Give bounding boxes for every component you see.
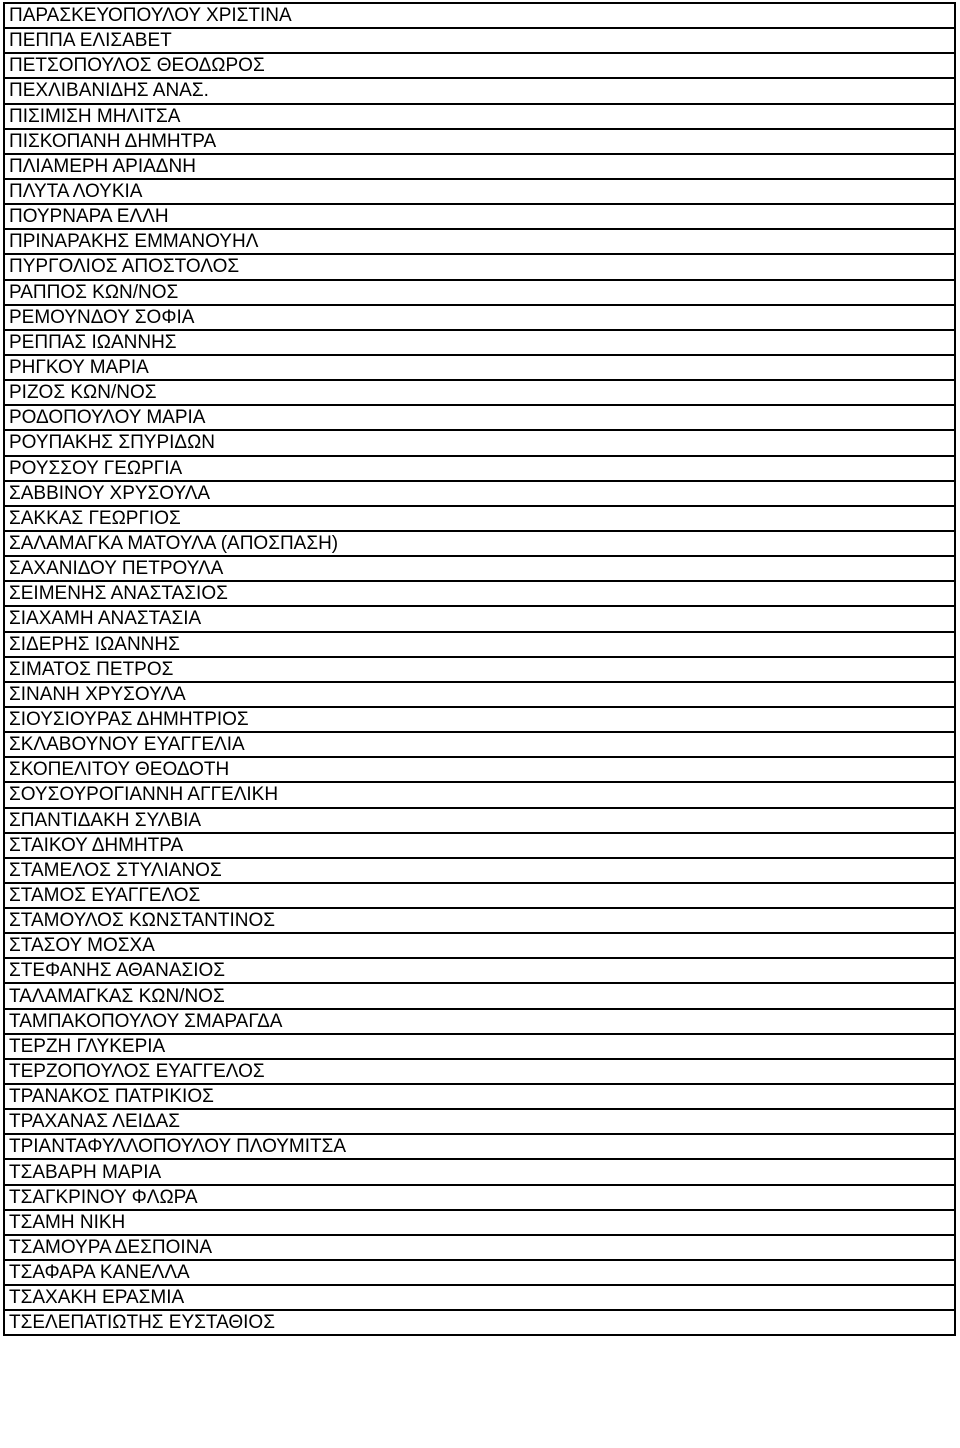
table-row (4, 1260, 955, 1285)
name-cell: ΣΤΑΜΟΣ ΕΥΑΓΓΕΛΟΣ (4, 883, 955, 908)
table-row (4, 556, 955, 581)
name-cell: ΤΣΑΧΑΚΗ ΕΡΑΣΜΙΑ (4, 1285, 955, 1310)
table-row (4, 280, 955, 305)
table-row (4, 883, 955, 908)
table-row (4, 1109, 955, 1134)
name-cell: ΤΣΑΓΚΡΙΝΟΥ ΦΛΩΡΑ (4, 1185, 955, 1210)
table-row (4, 380, 955, 405)
table-row (4, 355, 955, 380)
name-cell: ΣΙΝΑΝΗ ΧΡΥΣΟΥΛΑ (4, 682, 955, 707)
table-row (4, 28, 955, 53)
name-cell: ΣΑΒΒΙΝΟΥ ΧΡΥΣΟΥΛΑ (4, 481, 955, 506)
name-cell: ΠΛΥΤΑ ΛΟΥΚΙΑ (4, 179, 955, 204)
name-cell: ΤΡΑΝΑΚΟΣ ΠΑΤΡΙΚΙΟΣ (4, 1084, 955, 1109)
table-row (4, 1235, 955, 1260)
name-cell: ΤΡΑΧΑΝΑΣ ΛΕΙΔΑΣ (4, 1109, 955, 1134)
table-row (4, 1034, 955, 1059)
table-row (4, 732, 955, 757)
name-cell: ΤΣΑΜΟΥΡΑ ΔΕΣΠΟΙΝΑ (4, 1235, 955, 1260)
name-cell: ΣΙΑΧΑΜΗ ΑΝΑΣΤΑΣΙΑ (4, 606, 955, 631)
table-row (4, 908, 955, 933)
table-row (4, 305, 955, 330)
name-cell: ΠΥΡΓΟΛΙΟΣ ΑΠΟΣΤΟΛΟΣ (4, 254, 955, 279)
table-row (4, 707, 955, 732)
table-row (4, 606, 955, 631)
name-cell: ΡΟΥΣΣΟΥ ΓΕΩΡΓΙΑ (4, 456, 955, 481)
name-cell: ΠΕΧΛΙΒΑΝΙΔΗΣ ΑΝΑΣ. (4, 78, 955, 103)
table-row (4, 78, 955, 103)
name-cell: ΠΑΡΑΣΚΕΥΟΠΟΥΛΟΥ ΧΡΙΣΤΙΝΑ (4, 3, 955, 28)
name-cell: ΤΣΑΜΗ ΝΙΚΗ (4, 1210, 955, 1235)
name-cell: ΣΤΑΜΟΥΛΟΣ ΚΩΝΣΤΑΝΤΙΝΟΣ (4, 908, 955, 933)
table-row (4, 204, 955, 229)
table-row (4, 1059, 955, 1084)
table-row (4, 782, 955, 807)
table-row (4, 506, 955, 531)
name-cell: ΣΚΛΑΒΟΥΝΟΥ ΕΥΑΓΓΕΛΙΑ (4, 732, 955, 757)
name-cell: ΡΙΖΟΣ ΚΩΝ/ΝΟΣ (4, 380, 955, 405)
table-row (4, 229, 955, 254)
table-row (4, 481, 955, 506)
name-cell: ΡΕΠΠΑΣ ΙΩΑΝΝΗΣ (4, 330, 955, 355)
table-row (4, 1009, 955, 1034)
name-cell: ΣΠΑΝΤΙΔΑΚΗ ΣΥΛΒΙΑ (4, 808, 955, 833)
name-cell: ΣΕΙΜΕΝΗΣ ΑΝΑΣΤΑΣΙΟΣ (4, 581, 955, 606)
table-row (4, 983, 955, 1008)
names-table-body (4, 3, 955, 1335)
table-row (4, 808, 955, 833)
name-cell: ΤΕΡΖΗ ΓΛΥΚΕΡΙΑ (4, 1034, 955, 1059)
table-row (4, 632, 955, 657)
table-row (4, 405, 955, 430)
name-cell: ΣΟΥΣΟΥΡΟΓΙΑΝΝΗ ΑΓΓΕΛΙΚΗ (4, 782, 955, 807)
table-row (4, 1134, 955, 1159)
table-row (4, 254, 955, 279)
table-row (4, 154, 955, 179)
name-cell: ΣΙΜΑΤΟΣ ΠΕΤΡΟΣ (4, 657, 955, 682)
name-cell: ΣΤΑΙΚΟΥ ΔΗΜΗΤΡΑ (4, 833, 955, 858)
table-row (4, 1285, 955, 1310)
name-cell: ΡΕΜΟΥΝΔΟΥ ΣΟΦΙΑ (4, 305, 955, 330)
name-cell: ΣΤΑΜΕΛΟΣ ΣΤΥΛΙΑΝΟΣ (4, 858, 955, 883)
table-row (4, 179, 955, 204)
name-cell: ΡΟΥΠΑΚΗΣ ΣΠΥΡΙΔΩΝ (4, 430, 955, 455)
name-cell: ΣΚΟΠΕΛΙΤΟΥ ΘΕΟΔΟΤΗ (4, 757, 955, 782)
name-cell: ΤΣΑΒΑΡΗ ΜΑΡΙΑ (4, 1159, 955, 1184)
name-cell: ΠΛΙΑΜΕΡΗ ΑΡΙΑΔΝΗ (4, 154, 955, 179)
name-cell: ΤΡΙΑΝΤΑΦΥΛΛΟΠΟΥΛΟΥ ΠΛΟΥΜΙΤΣΑ (4, 1134, 955, 1159)
name-cell: ΣΑΧΑΝΙΔΟΥ ΠΕΤΡΟΥΛΑ (4, 556, 955, 581)
name-cell: ΣΤΑΣΟΥ ΜΟΣΧΑ (4, 933, 955, 958)
table-row (4, 757, 955, 782)
table-row (4, 958, 955, 983)
table-row (4, 1084, 955, 1109)
name-cell: ΣΤΕΦΑΝΗΣ ΑΘΑΝΑΣΙΟΣ (4, 958, 955, 983)
name-cell: ΠΟΥΡΝΑΡΑ ΕΛΛΗ (4, 204, 955, 229)
name-cell: ΤΣΕΛΕΠΑΤΙΩΤΗΣ ΕΥΣΤΑΘΙΟΣ (4, 1310, 955, 1335)
names-table (3, 2, 956, 1336)
name-cell: ΤΕΡΖΟΠΟΥΛΟΣ ΕΥΑΓΓΕΛΟΣ (4, 1059, 955, 1084)
name-cell: ΠΡΙΝΑΡΑΚΗΣ ΕΜΜΑΝΟΥΗΛ (4, 229, 955, 254)
table-row (4, 531, 955, 556)
table-row (4, 53, 955, 78)
table-row (4, 456, 955, 481)
name-cell: ΠΙΣΙΜΙΣΗ ΜΗΛΙΤΣΑ (4, 104, 955, 129)
name-cell: ΡΟΔΟΠΟΥΛΟΥ ΜΑΡΙΑ (4, 405, 955, 430)
name-cell: ΠΕΤΣΟΠΟΥΛΟΣ ΘΕΟΔΩΡΟΣ (4, 53, 955, 78)
name-cell: ΣΙΔΕΡΗΣ ΙΩΑΝΝΗΣ (4, 632, 955, 657)
name-cell: ΤΑΛΑΜΑΓΚΑΣ ΚΩΝ/ΝΟΣ (4, 983, 955, 1008)
table-row (4, 1310, 955, 1335)
name-cell: ΤΑΜΠΑΚΟΠΟΥΛΟΥ ΣΜΑΡΑΓΔΑ (4, 1009, 955, 1034)
table-row (4, 104, 955, 129)
table-row (4, 833, 955, 858)
table-row (4, 1185, 955, 1210)
table-row (4, 3, 955, 28)
table-row (4, 933, 955, 958)
name-cell: ΤΣΑΦΑΡΑ ΚΑΝΕΛΛΑ (4, 1260, 955, 1285)
name-cell: ΠΕΠΠΑ ΕΛΙΣΑΒΕΤ (4, 28, 955, 53)
table-row (4, 129, 955, 154)
table-row (4, 858, 955, 883)
table-row (4, 1159, 955, 1184)
table-row (4, 657, 955, 682)
table-row (4, 581, 955, 606)
name-cell: ΣΙΟΥΣΙΟΥΡΑΣ ΔΗΜΗΤΡΙΟΣ (4, 707, 955, 732)
name-cell: ΠΙΣΚΟΠΑΝΗ ΔΗΜΗΤΡΑ (4, 129, 955, 154)
table-row (4, 1210, 955, 1235)
name-cell: ΡΑΠΠΟΣ ΚΩΝ/ΝΟΣ (4, 280, 955, 305)
name-cell: ΣΑΛΑΜΑΓΚΑ ΜΑΤΟΥΛΑ (ΑΠΟΣΠΑΣΗ) (4, 531, 955, 556)
table-row (4, 682, 955, 707)
table-row (4, 330, 955, 355)
names-table-container (3, 2, 956, 1336)
name-cell: ΡΗΓΚΟΥ ΜΑΡΙΑ (4, 355, 955, 380)
table-row (4, 430, 955, 455)
name-cell: ΣΑΚΚΑΣ ΓΕΩΡΓΙΟΣ (4, 506, 955, 531)
